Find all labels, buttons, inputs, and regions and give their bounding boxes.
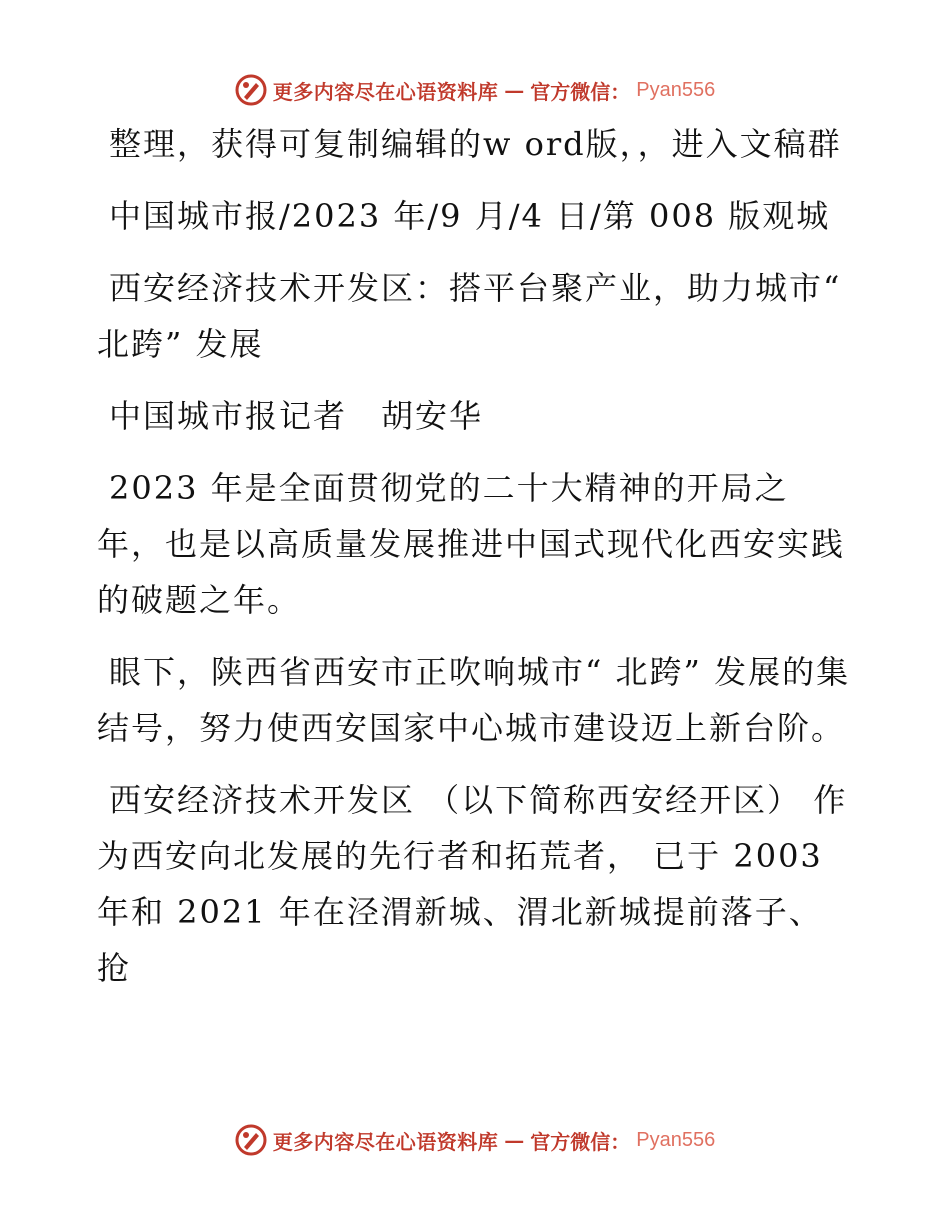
paragraph-note	[97, 116, 853, 172]
paragraph-headline	[97, 260, 853, 372]
footer-banner	[0, 1120, 950, 1160]
paragraph-byline	[97, 388, 853, 444]
banner-dash: —	[504, 1128, 525, 1152]
banner-wechat-label: 官方微信：	[530, 79, 631, 104]
paragraph-text: 中国城市报记者 胡安华	[109, 397, 484, 435]
brand-logo-icon	[235, 74, 267, 106]
banner-wechat-id: Pyan556	[636, 1128, 716, 1151]
paragraph-text: 西安经济技术开发区：搭平台聚产业，助力城市“ 北跨” 发展	[97, 269, 842, 363]
banner-brand: 更多内容尽在心语资料库	[272, 1129, 499, 1154]
brand-logo-icon	[235, 1124, 267, 1156]
paragraph-text: 西安经济技术开发区 （以下简称西安经开区） 作为西安向北发展的先行者和拓荒者， 已于 2003 年和 2021 年在泾渭新城、渭北新城提前落子、抢	[97, 781, 848, 987]
paragraph-text: 整理，获得可复制编辑的w ord版，，进入文稿群	[109, 125, 842, 163]
header-banner	[0, 70, 950, 110]
paragraph-text: 2023 年是全面贯彻党的二十大精神的开局之年，也是以高质量发展推进中国式现代化西安实践的破题之年。	[97, 469, 846, 619]
paragraph-text: 中国城市报/2023 年/9 月/4 日/第 008 版观城	[109, 197, 831, 235]
paragraph-text: 眼下，陕西省西安市正吹响城市“ 北跨” 发展的集结号，努力使西安国家中心城市建设迈上新台阶。	[97, 653, 851, 747]
banner-wechat-label: 官方微信：	[530, 1129, 631, 1154]
banner-dash: —	[504, 78, 525, 102]
banner-brand: 更多内容尽在心语资料库	[272, 79, 499, 104]
paragraph-body-3	[97, 772, 853, 996]
paragraph-body-2	[97, 644, 853, 756]
banner-wechat-id: Pyan556	[636, 78, 716, 101]
paragraph-source	[97, 188, 853, 244]
document-body	[97, 116, 853, 1012]
paragraph-body-1	[97, 460, 853, 628]
